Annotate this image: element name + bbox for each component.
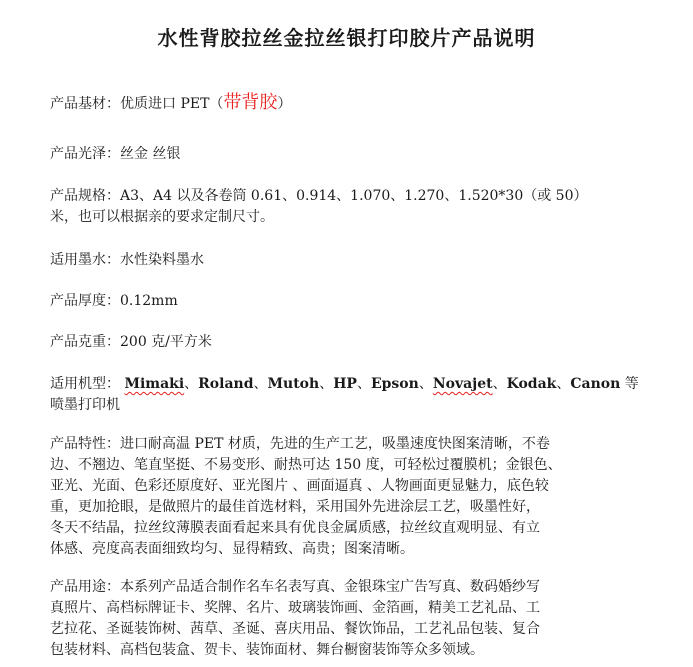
thickness-label: 产品厚度： [50,293,120,309]
ink-value: 水性染料墨水 [120,252,204,268]
ink-label: 适用墨水： [50,252,120,268]
printer-brand: Kodak [506,376,557,392]
weight-label: 产品克重： [50,334,120,350]
thickness-value: 0.12mm [120,293,178,309]
separator: 、 [319,376,334,392]
weight-value: 200 克/平方米 [120,334,212,350]
uses-line: 真照片、高档标牌证卡、奖牌、名片、玻璃装饰画、金箔画，精美工艺礼品、工 [50,600,540,616]
ink-row [50,250,610,271]
weight-row [50,332,610,353]
finish-value: 丝金 丝银 [120,146,181,162]
features-line: 亚光、光面、色彩还原度好、亚光图片 、画面逼真 、人物画面更显魅力，底色较 [50,478,549,494]
specs-line: 产品规格：A3、A4 以及各卷筒 0.61、0.914、1.070、1.270、1.520*30（或 50） [50,188,588,204]
uses-line: 产品用途：本系列产品适合制作名车名表写真、金银珠宝广告写真、数码婚纱写 [50,579,540,595]
uses-line: 艺拉花、圣诞装饰树、茜草、圣诞、喜庆用品、餐饮饰品，工艺礼品包装、复合 [50,621,540,637]
separator: 、 [184,376,199,392]
features-line: 产品特性：进口耐高温 PET 材质，先进的生产工艺，吸墨速度快图案清晰，不卷 [50,436,550,452]
features-line: 重，更加抢眼，是做照片的最佳首选材料，采用国外先进涂层工艺，吸墨性好， [50,499,540,515]
finish-row [50,144,610,165]
specs-line: 米，也可以根据亲的要求定制尺寸。 [50,209,274,225]
finish-label: 产品光泽： [50,146,120,162]
substrate-row [50,92,610,115]
features-paragraph [50,434,610,560]
features-line: 冬天不结晶，拉丝纹薄膜表面看起来具有优良金属质感，拉丝纹直观明显、有立 [50,520,540,536]
separator: 、 [418,376,433,392]
printer-brand: Novajet [432,376,493,392]
printers-suffix: 等 [620,376,639,392]
printers-paragraph [50,374,639,416]
printers-label: 适用机型： [50,376,120,392]
separator: 、 [556,376,571,392]
thickness-row [50,291,610,312]
separator: 、 [492,376,507,392]
printers-line [50,374,639,395]
printer-brand: Canon [570,376,621,392]
printer-brand: Mimaki [124,376,185,392]
features-line: 边、不翘边、笔直坚挺、不易变形、耐热可达 150 度，可轻松过覆膜机；金银色、 [50,457,562,473]
printer-brand: HP [333,376,357,392]
substrate-value: 优质进口 PET（ [120,96,224,112]
printer-brand: Roland [198,376,254,392]
separator: 、 [356,376,371,392]
printers-line: 喷墨打印机 [50,397,120,413]
page-title: 水性背胶拉丝金拉丝银打印胶片产品说明 [157,26,536,50]
features-line: 体感、亮度高表面细致均匀、显得精致、高贵；图案清晰。 [50,541,414,557]
specs-paragraph [50,186,610,228]
substrate-close: ） [277,96,292,112]
printer-brand: Epson [370,376,419,392]
uses-line: 包装材料、高档包装盒、贺卡、装饰面材、舞台橱窗装饰等众多领域。 [50,642,484,658]
printer-brand: Mutoh [267,376,320,392]
separator: 、 [253,376,268,392]
substrate-label: 产品基材： [50,96,120,112]
uses-paragraph [50,577,610,661]
substrate-accent: 带背胶 [223,92,278,113]
